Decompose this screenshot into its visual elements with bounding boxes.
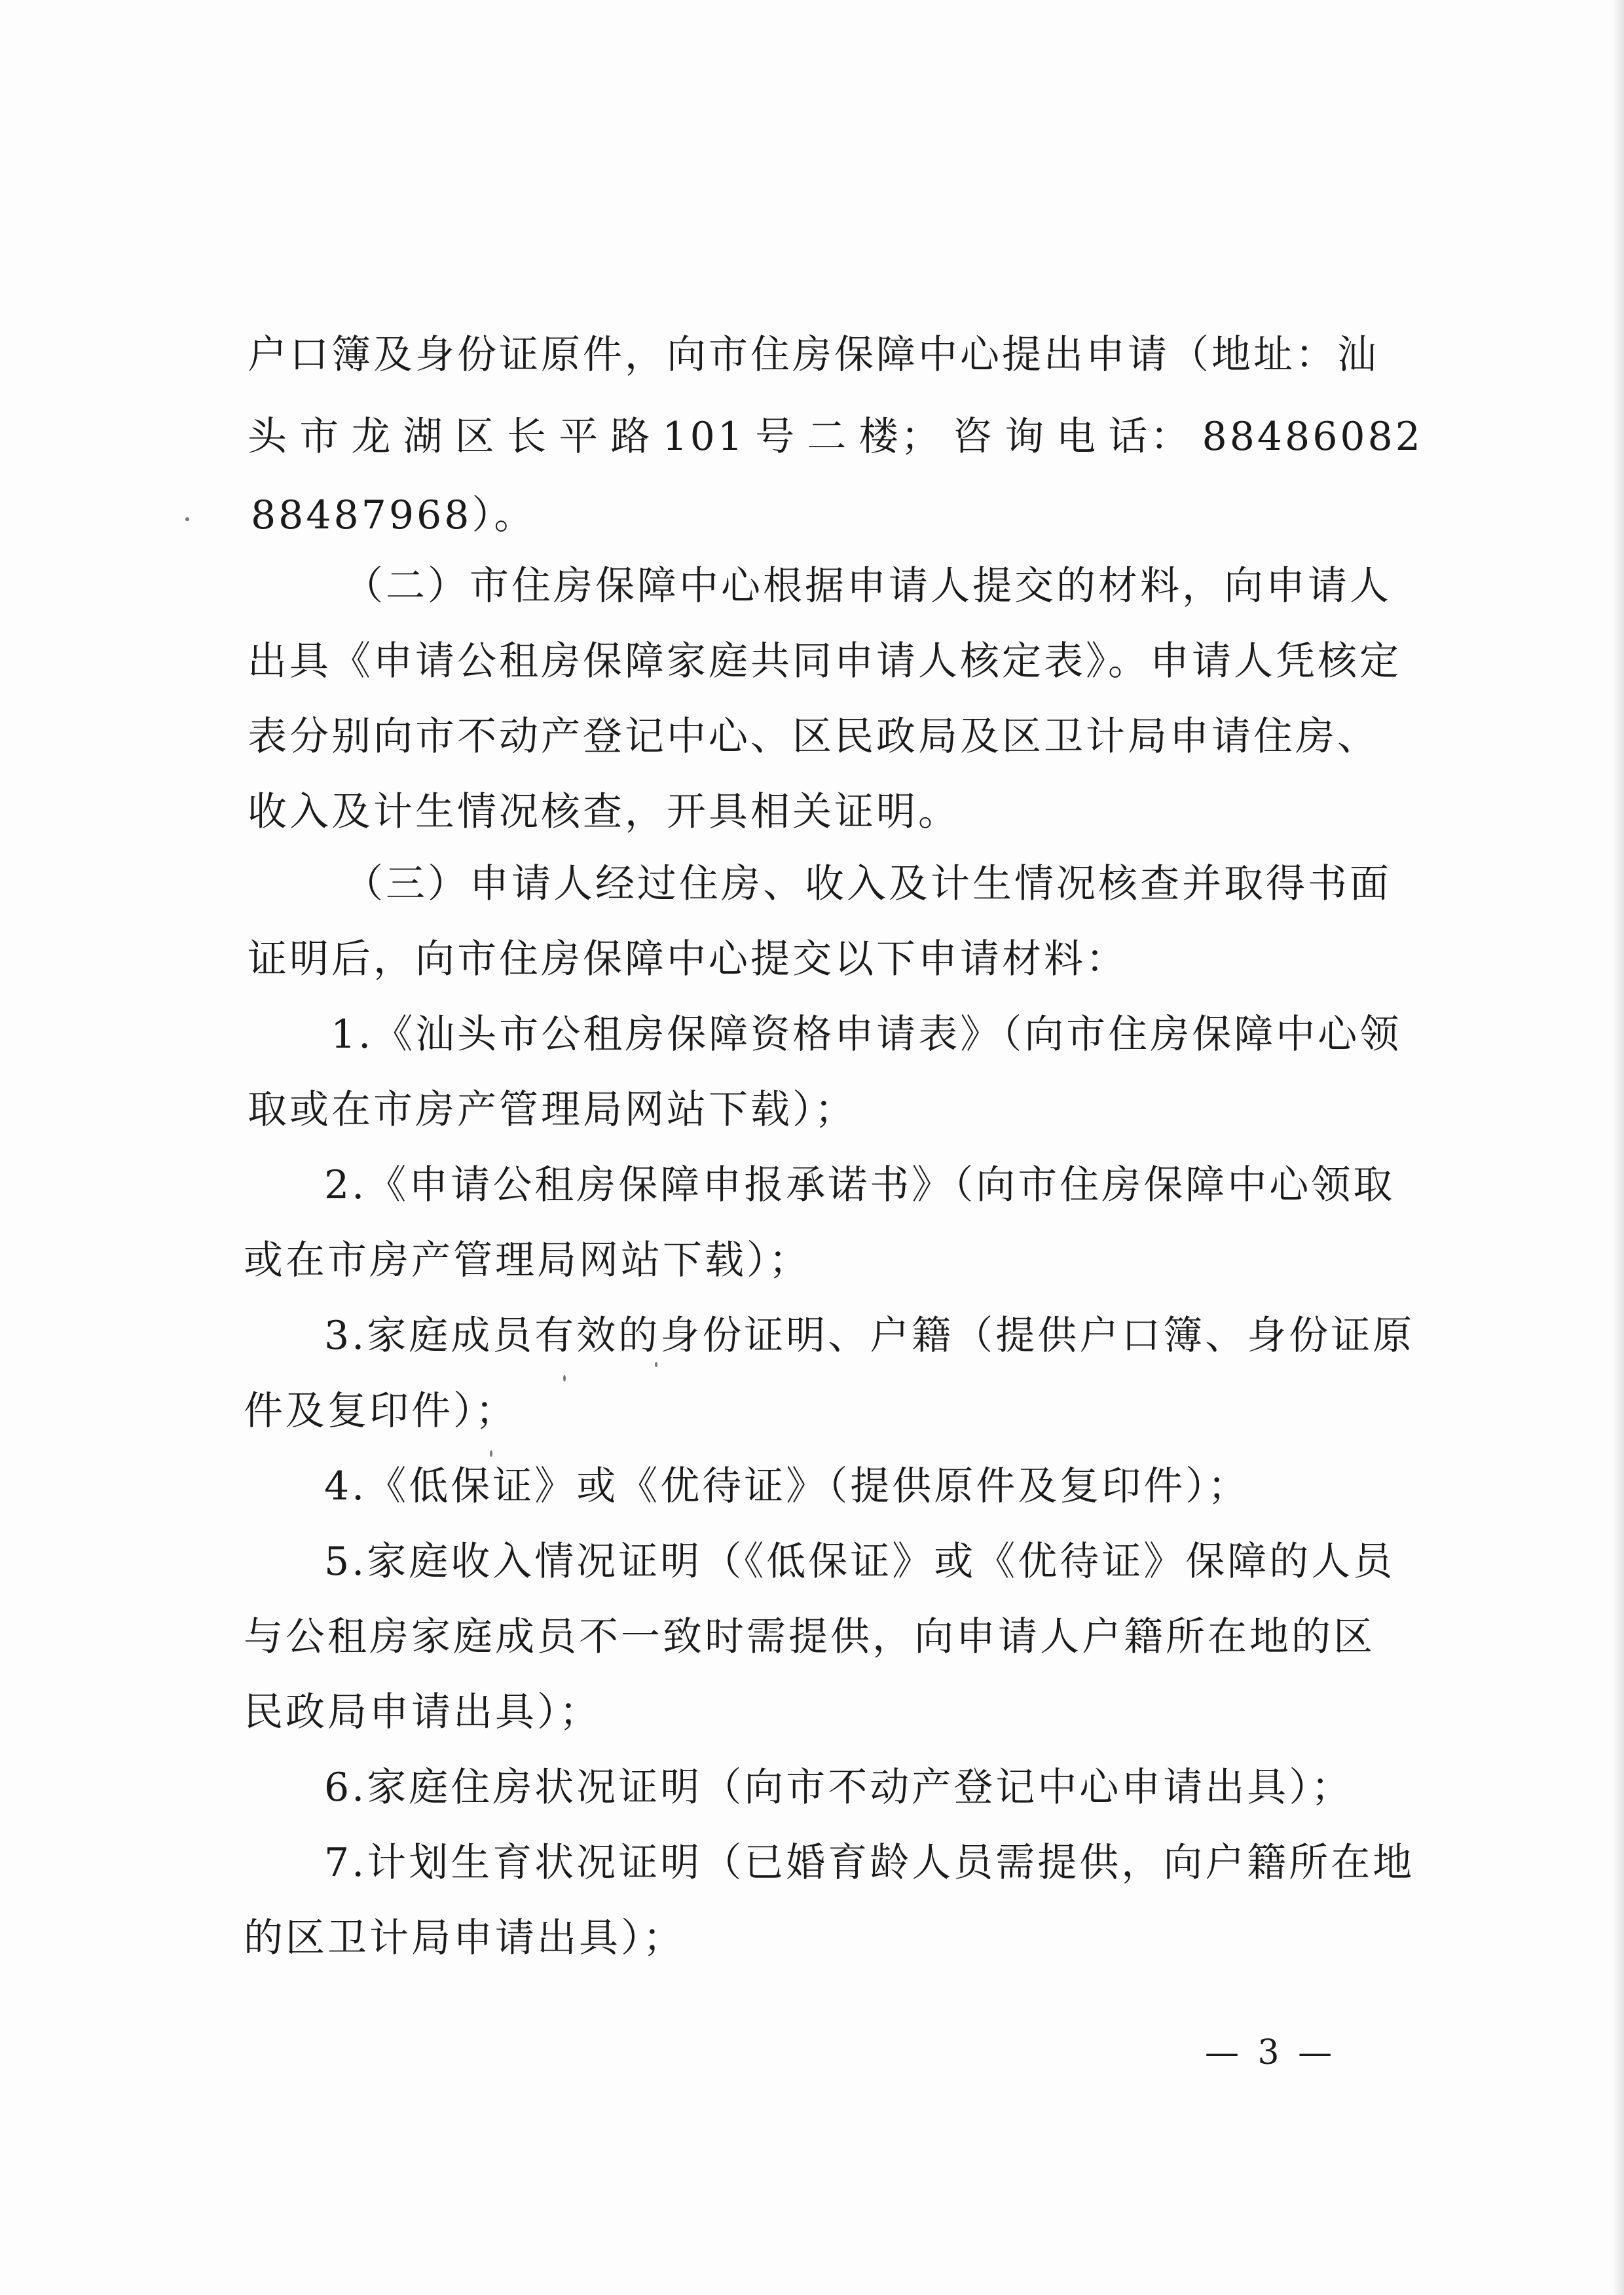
scan-edge-shadow [1612, 0, 1624, 2295]
list-item-2-line-2: 或在市房产管理局网站下载）； [244, 1238, 811, 1283]
address-part: 湖 [403, 414, 445, 460]
list-item-3-line-1: 3.家庭成员有效的身份证明、户籍（提供户口簿、身份证原 [324, 1313, 1415, 1359]
scan-speck [655, 1362, 657, 1367]
paragraph-line-8: （三）申请人经过住房、收入及计生情况核查并取得书面 [344, 861, 1392, 907]
address-part: 101 [662, 414, 746, 460]
address-part: 路 [610, 414, 653, 460]
address-part: 龙 [351, 414, 394, 460]
address-part: 询 [1004, 414, 1046, 460]
list-item-5-line-3: 民政局申请出具）； [244, 1689, 601, 1735]
list-item-1-line-1: 1.《汕头市公租房保障资格申请表》（向市住房保障中心领 [331, 1012, 1402, 1057]
paragraph-line-1: 户口簿及身份证原件，向市住房保障中心提出申请（地址：汕 [248, 332, 1379, 378]
list-item-7-line-2: 的区卫计局申请出具）； [244, 1915, 685, 1961]
address-part: 长 [506, 414, 549, 460]
address-part: 头 [248, 414, 289, 460]
address-part: 话： [1108, 414, 1192, 460]
paragraph-line-9: 证明后，向市住房保障中心提交以下申请材料： [248, 936, 1128, 982]
address-part: 咨 [952, 414, 995, 460]
paragraph-line-2 [248, 409, 1423, 464]
list-item-7-line-1: 7.计划生育状况证明（已婚育龄人员需提供，向户籍所在地 [324, 1840, 1415, 1886]
scan-speck [563, 1375, 566, 1382]
address-part: 楼； [858, 414, 943, 460]
paragraph-line-7: 收入及计生情况核查，开具相关证明。 [248, 789, 960, 835]
list-item-2-line-1: 2.《申请公租房保障申报承诺书》（向市住房保障中心领取 [324, 1162, 1395, 1208]
scan-speck [490, 1450, 492, 1457]
address-part: 号 [755, 414, 798, 460]
list-item-5-line-2: 与公租房家庭成员不一致时需提供，向申请人户籍所在地的区 [244, 1614, 1375, 1660]
address-part: 区 [454, 414, 497, 460]
paragraph-line-5: 出具《申请公租房保障家庭共同申请人核定表》。申请人凭核定 [248, 638, 1401, 684]
list-item-3-line-2: 件及复印件）； [244, 1388, 517, 1434]
list-item-1-line-2: 取或在市房产管理局网站下载）； [248, 1087, 857, 1133]
address-part: 88486082 [1202, 414, 1423, 460]
list-item-4: 4.《低保证》或《优待证》（提供原件及复印件）； [324, 1463, 1250, 1509]
page-number: — 3 — [1205, 2033, 1337, 2072]
paragraph-line-4: （二）市住房保障中心根据申请人提交的材料，向申请人 [344, 563, 1392, 609]
list-item-5-line-1: 5.家庭收入情况证明（《低保证》或《优待证》保障的人员 [324, 1539, 1395, 1585]
address-part: 市 [299, 414, 342, 460]
scan-speck [185, 517, 189, 521]
paragraph-line-3: 88487968）。 [251, 492, 536, 538]
paragraph-line-6: 表分别向市不动产登记中心、区民政局及区卫计局申请住房、 [248, 714, 1379, 760]
address-part: 平 [559, 414, 601, 460]
address-part: 二 [807, 414, 849, 460]
list-item-6: 6.家庭住房状况证明（向市不动产登记中心申请出具）； [324, 1765, 1354, 1810]
address-part: 电 [1056, 414, 1099, 460]
